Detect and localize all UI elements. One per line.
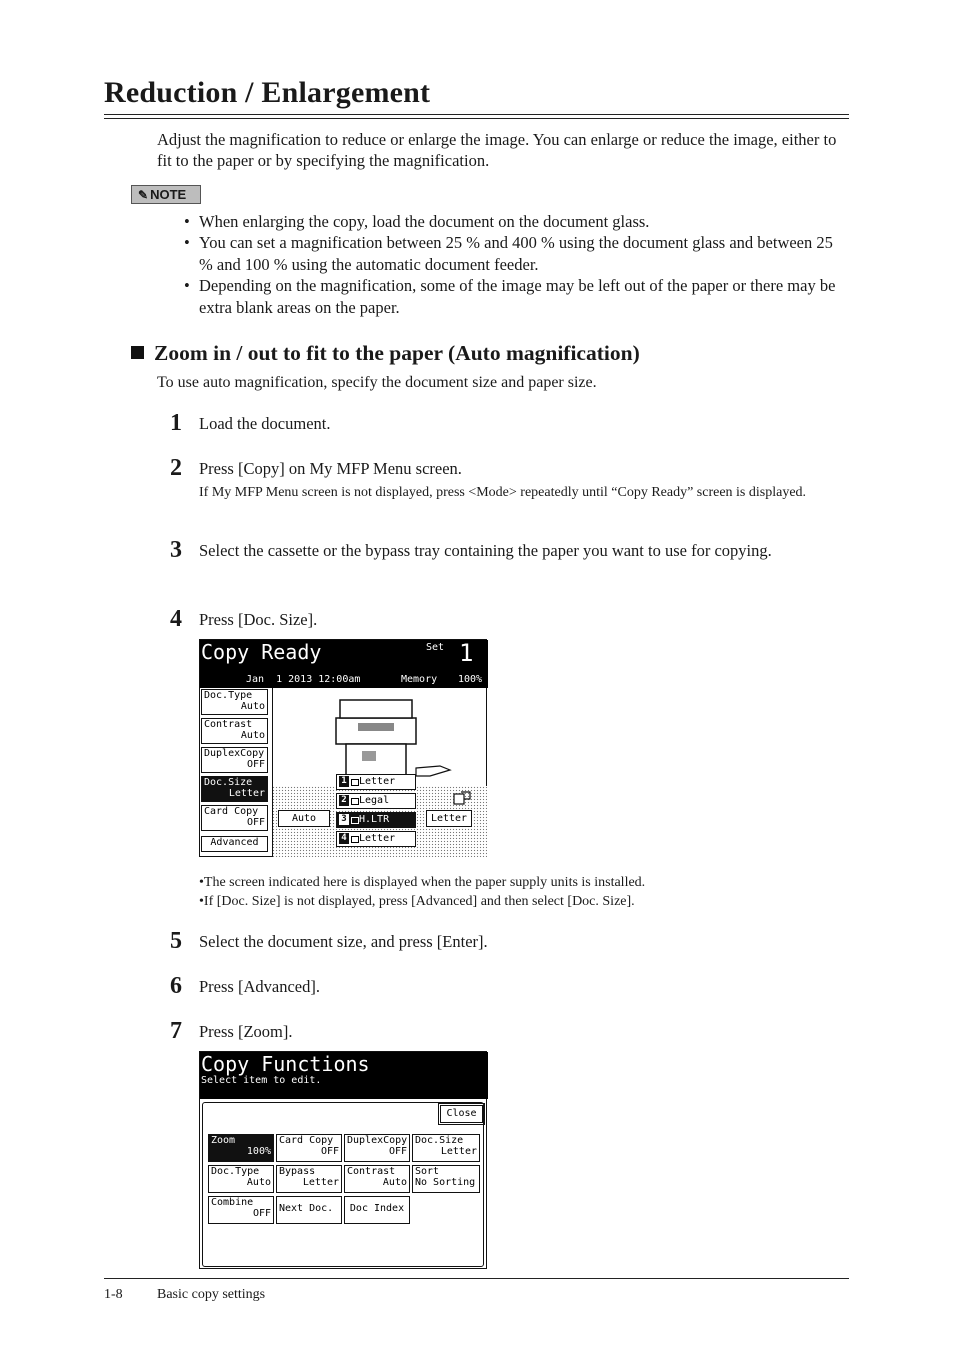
tray-4-button[interactable]: 4 Letter [336, 831, 416, 847]
step-text: Press [Advanced]. [199, 977, 320, 996]
advanced-button[interactable]: Advanced [201, 836, 268, 852]
pencil-icon: ✎ [138, 188, 149, 202]
bypass-letter-button[interactable]: Letter [426, 810, 472, 827]
zoom-button[interactable]: Zoom 100% [208, 1134, 274, 1162]
step-number: 2 [170, 455, 182, 481]
step-number: 7 [170, 1018, 182, 1044]
step-number: 4 [170, 606, 182, 632]
square-bullet-icon [131, 346, 144, 359]
screen-note: •If [Doc. Size] is not displayed, press [Advanced] and then select [Doc. Size]. [199, 894, 635, 909]
paper-icon [351, 779, 359, 786]
screen-header [200, 1052, 488, 1099]
paper-icon [351, 798, 359, 805]
set-label: Set [426, 642, 445, 653]
auto-button[interactable]: Auto [278, 810, 330, 827]
paper-icon [351, 836, 359, 843]
set-count: 1 [459, 639, 474, 667]
step-text: Load the document. [199, 414, 331, 433]
tray-1-button[interactable]: 1 Letter [336, 774, 416, 790]
card-copy-button[interactable]: Card Copy OFF [201, 805, 268, 831]
copier-icon [330, 696, 460, 786]
doc-size-button[interactable]: Doc.Size Letter [201, 776, 268, 802]
section-intro: To use auto magnification, specify the document size and paper size. [157, 374, 597, 391]
duplex-copy-button[interactable]: DuplexCopy OFF [201, 747, 268, 773]
next-doc-button[interactable]: Next Doc. [276, 1196, 342, 1224]
screen-title: Copy Ready [201, 640, 322, 664]
note-badge [131, 185, 201, 204]
contrast-button[interactable]: Contrast Auto [344, 1165, 410, 1193]
step-text: Select the document size, and press [Enter]. [199, 932, 488, 951]
doc-type-button[interactable]: Doc.Type Auto [208, 1165, 274, 1193]
bypass-hand-icon [453, 790, 473, 806]
step-number: 3 [170, 537, 182, 563]
tray-2-button[interactable]: 2 Legal [336, 793, 416, 809]
note-bullet: • When enlarging the copy, load the document on the document glass. [184, 212, 650, 231]
page-number: 1-8 [104, 1287, 123, 1302]
copy-ready-screen [199, 639, 487, 857]
tray-3-button[interactable]: 3 H.LTR [336, 812, 416, 828]
datetime: Jan 1 2013 12:00am [246, 674, 361, 685]
close-button[interactable]: Close [440, 1105, 483, 1123]
memory-value: 100% [458, 674, 483, 685]
step-number: 6 [170, 973, 182, 999]
sort-button[interactable]: Sort No Sorting [412, 1165, 480, 1193]
section-heading: Zoom in / out to fit to the paper (Auto magnification) [131, 341, 640, 366]
page-title: Reduction / Enlargement [104, 76, 431, 109]
paper-icon [351, 817, 359, 824]
combine-button[interactable]: Combine OFF [208, 1196, 274, 1224]
doc-index-button[interactable]: Doc Index [344, 1196, 410, 1224]
card-copy-button[interactable]: Card Copy OFF [276, 1134, 342, 1162]
bypass-button[interactable]: Bypass Letter [276, 1165, 342, 1193]
screen-subtitle: Select item to edit. [201, 1075, 322, 1086]
title-rule-thin [104, 118, 849, 119]
step-text: Press [Copy] on My MFP Menu screen. [199, 459, 462, 478]
note-label: NOTE [150, 187, 187, 202]
step-text: Select the cassette or the bypass tray containing the paper you want to use for copying. [199, 541, 772, 560]
step-text: Press [Zoom]. [199, 1022, 293, 1041]
memory-label: Memory [401, 674, 438, 685]
contrast-button[interactable]: Contrast Auto [201, 718, 268, 744]
copy-functions-screen [199, 1051, 487, 1269]
footer-rule [104, 1278, 849, 1279]
panel-divider [272, 688, 273, 857]
note-bullet: • You can set a magnification between 25 % and 400 % using the document glass and between 25 % and 100 % using the automatic document feeder. [184, 233, 833, 274]
screen-header [200, 640, 488, 688]
step-number: 1 [170, 410, 182, 436]
step-subtext: If My MFP Menu screen is not displayed, press <Mode> repeatedly until “Copy Ready” screen is displayed. [199, 485, 807, 500]
intro-text: Adjust the magnification to reduce or enlarge the image. You can enlarge or reduce the image, either to fit to the paper or by specifying the magnification. [157, 130, 837, 170]
screen-note: •The screen indicated here is displayed when the paper supply units is installed. [199, 875, 646, 890]
step-text: Press [Doc. Size]. [199, 610, 318, 629]
doc-type-button[interactable]: Doc.Type Auto [201, 689, 268, 715]
footer-section: Basic copy settings [157, 1287, 266, 1302]
title-rule [104, 114, 849, 115]
left-panel [200, 688, 272, 857]
screen-title: Copy Functions [201, 1052, 370, 1076]
note-bullet: • Depending on the magnification, some of the image may be left out of the paper or there may be extra blank areas on the paper. [184, 276, 836, 317]
step-number: 5 [170, 928, 182, 954]
doc-size-button[interactable]: Doc.Size Letter [412, 1134, 480, 1162]
duplex-copy-button[interactable]: DuplexCopy OFF [344, 1134, 410, 1162]
